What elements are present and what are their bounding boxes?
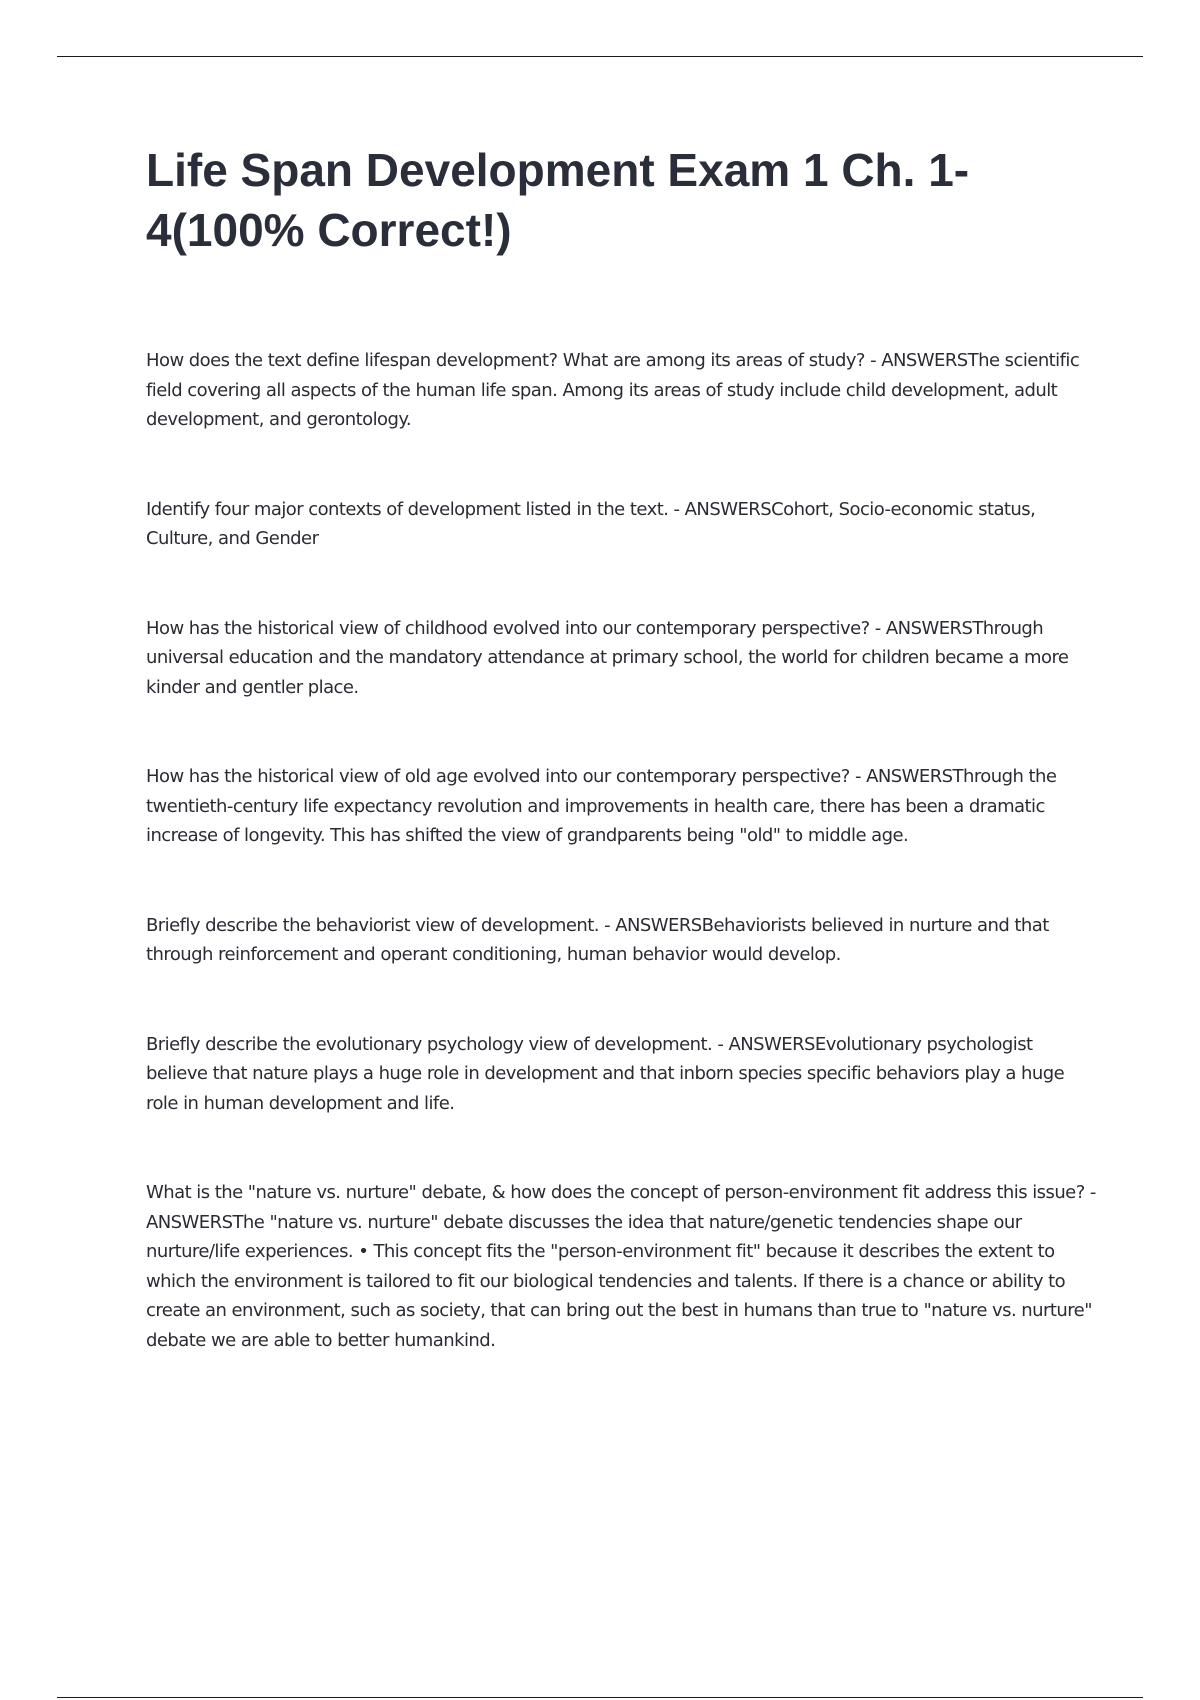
qa-item-5: Briefly describe the behaviorist view of development. - ANSWERSBehaviorists believed in nurture and that through reinforcement and operant conditioning, human behavior would develop. (146, 914, 1049, 965)
qa-item-2: Identify four major contexts of development listed in the text. - ANSWERSCohort, Socio-economic status, Culture, and Gender (146, 498, 1036, 549)
qa-item-1: How does the text define lifespan development? What are among its areas of study? - ANSWERSThe scientific field covering all aspects of the human life span. Among its areas of study include child development, adult development, and gerontology. (146, 350, 1080, 430)
qa-item-3: How has the historical view of childhood evolved into our contemporary perspective? - ANSWERSThrough universal education and the mandatory attendance at primary school, the world for children became a more kinder and gentler place. (146, 617, 1069, 698)
qa-item-4: How has the historical view of old age evolved into our contemporary perspective? - ANSWERSThrough the twentieth-century life expectancy revolution and improvements in health care, there has been a dramatic increase of longevity. This has shifted the view of grandparents being "old" to middle age. (146, 766, 1057, 846)
top-rule (57, 56, 1143, 57)
bottom-rule (57, 1697, 1143, 1698)
qa-list (146, 346, 1096, 1415)
qa-item-7: What is the "nature vs. nurture" debate, & how does the concept of person-environment fit address this issue? - ANSWERSThe "nature vs. nurture" debate discusses the idea that nature/genetic tendencies shape our nurture/life experiences. • This concept fits the "person-environment fit" because it describes the extent to which the environment is tailored to fit our biological tendencies and talents. If there is a chance or ability to create an environment, such as society, that can bring out the best in humans than true to "nature vs. nurture" debate we are able to better humankind. (146, 1182, 1096, 1351)
document-title: Life Span Development Exam 1 Ch. 1-4(100% Correct!) (146, 144, 970, 256)
qa-item-6: Briefly describe the evolutionary psychology view of development. - ANSWERSEvolutionary psychologist believe that nature plays a huge role in development and that inborn species specific behaviors play a huge role in human development and life. (146, 1033, 1065, 1114)
